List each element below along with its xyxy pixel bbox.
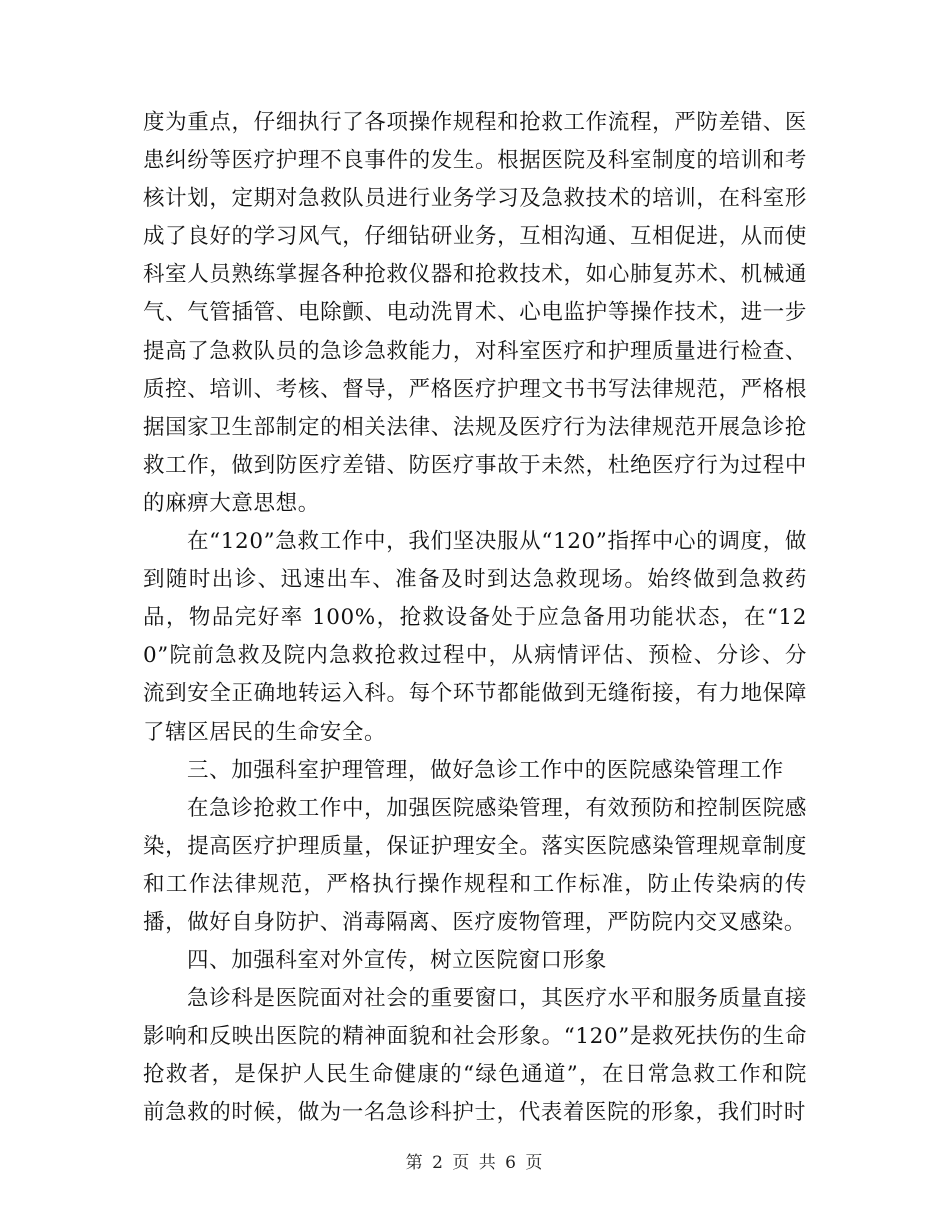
page-number-footer: 第 2 页 共 6 页 <box>405 1153 545 1173</box>
section-heading-4: 四、加强科室对外宣传，树立医院窗口形象 <box>187 948 607 974</box>
paragraph-1: 度为重点，仔细执行了各项操作规程和抢救工作流程，严防差错、医患纠纷等医疗护理不良事件的发生。根据医院及科室制度的培训和考核计划，定期对急救队员进行业务学习及急救技术的培训，在科室形成了良好的学习风气，仔细钻研业务，互相沟通、互相促进，从而使科室人员熟练掌握各种抢救仪器和抢救技术，如心肺复苏术、机械通气、气管插管、电除颤、电动洗胃术、心电监护等操作技术，进一步提高了急救队员的急诊急救能力，对科室医疗和护理质量进行检查、质控、培训、考核、督导，严格医疗护理文书书写法律规范，严格根据国家卫生部制定的相关法律、法规及医疗行为法律规范开展急诊抢救工作，做到防医疗差错、防医疗事故于未然，杜绝医疗行为过程中的麻痹大意思想。 <box>143 110 807 516</box>
document-body <box>143 104 807 1133</box>
section-heading-3: 三、加强科室护理管理，做好急诊工作中的医院感染管理工作 <box>187 757 784 783</box>
paragraph-6: 急诊科是医院面对社会的重要窗口，其医疗水平和服务质量直接影响和反映出医院的精神面貌和社会形象。“120”是救死扶伤的生命抢救者，是保护人民生命健康的“绿色通道”，在日常急救工作和院前急救的时候，做为一名急诊科护士，代表着医院的形象，我们时时 <box>143 986 807 1126</box>
paragraph-4: 在急诊抢救工作中，加强医院感染管理，有效预防和控制医院感染，提高医疗护理质量，保证护理安全。落实医院感染管理规章制度和工作法律规范，严格执行操作规程和工作标准，防止传染病的传播，做好自身防护、消毒隔离、医疗废物管理，严防院内交叉感染。 <box>143 795 807 935</box>
paragraph-2: 在“120”急救工作中，我们坚决服从“120”指挥中心的调度，做到随时出诊、迅速出车、准备及时到达急救现场。始终做到急救药品，物品完好率 100%，抢救设备处于应急备用功能状态，在“120”院前急救及院内急救抢救过程中，从病情评估、预检、分诊、分流到安全正确地转运入科。每个环节都能做到无缝衔接，有力地保障了辖区居民的生命安全。 <box>143 529 807 745</box>
